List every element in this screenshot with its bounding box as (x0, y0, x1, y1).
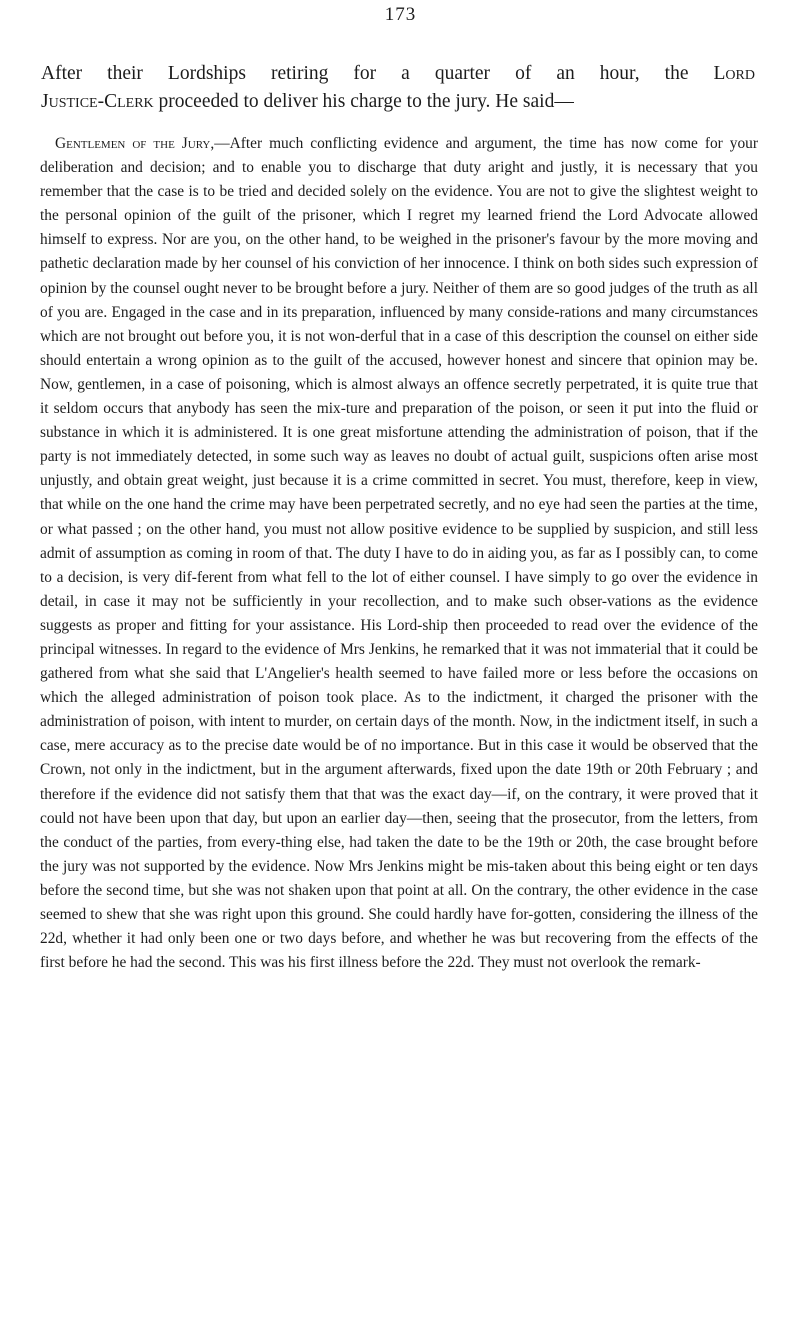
lord-word: Lord (713, 63, 755, 84)
charge-paragraph (40, 132, 758, 975)
charge-salutation: Gentlemen of the Jury, (55, 135, 215, 152)
page-number: 173 (384, 4, 417, 25)
justice-clerk-title: Justice-Clerk (41, 91, 154, 112)
intro-text-2: proceeded to deliver his charge to the jury. He said— (153, 91, 574, 112)
charge-text: —After much conflicting evidence and argument, the time has now come for your deliberation and decision; and to enable you to discharge that duty aright and justly, it is necessary that you remember that the case is to be tried and decided solely on the evidence. You are not to give the slightest weight to the personal opinion of the guilt of the prisoner, which I regret my learned friend the Lord Advocate allowed himself to express. Nor are you, on the other hand, to be weighed in the prisoner's favour by the more moving and pathetic declaration made by her counsel of his conviction of her innocence. I think on both sides such expression of opinion by the counsel ought never to be brought before a jury. Neither of them are so good judges of the truth as all of you are. Engaged in the case and in its preparation, influenced by many conside-rations and many circumstances which are not brought out before you, it is not won-derful that in a case of this description the counsel on either side should entertain a wrong opinion as to the guilt of the accused, however honest and sincere that opinion may be. Now, gentlemen, in a case of poisoning, which is almost always an offence secretly perpetrated, it is quite true that it seldom occurs that anybody has seen the mix-ture and preparation of the poison, or seen it put into the fluid or substance in which it is administered. It is one great misfortune attending the administration of poison, that if the party is not immediately detected, in some such way as leaves no doubt of actual guilt, suspicions often arise most unjustly, and obtain great weight, just because it is a crime committed in secret. You must, therefore, keep in view, that while on the one hand the crime may have been perpetrated secretly, and no eye had seen the parties at the time, or what passed ; on the other hand, you must not allow positive evidence to be supplied by suspicion, and still less admit of assumption as coming in room of that. The duty I have to do in aiding you, as far as I possibly can, to come to a decision, is very dif-ferent from what fell to the lot of either counsel. I have simply to go over the evidence in detail, in case it may not be sufficiently in your recollection, and to make such obser-vations as the evidence suggests as proper and fitting for your assistance. His Lord-ship then proceeded to read over the evidence of the principal witnesses. In regard to the evidence of Mrs Jenkins, he remarked that it was not immaterial that it could be gathered from what she said that L'Angelier's health seemed to have failed more or less before the occasions on which the alleged administration of poison took place. As to the indictment, it charged the prisoner with the administration of poison, with intent to murder, on certain days of the month. Now, in the indictment itself, in such a case, mere accuracy as to the precise date would be of no importance. But in this case it would be observed that the Crown, not only in the indictment, but in the argument afterwards, fixed upon the date 19th or 20th February ; and therefore if the evidence did not satisfy them that that was the exact day—if, on the contrary, it were proved that it could not have been upon that day, but upon an earlier day—then, seeing that the prosecutor, from the letters, from the conduct of the parties, from every-thing else, had taken the date to be the 19th or 20th, the case brought before the jury was not supported by the evidence. Now Mrs Jenkins might be mis-taken about this being eight or ten days before the second time, but she was not shaken upon that point at all. On the contrary, the other evidence in the case seemed to shew that she was right upon this ground. She could hardly have for-gotten, considering the illness of the 22d, whether it had only been one or two days before, and whether he was but recovering from the effects of the first before he had the second. This was his first illness before the 22d. They must not overlook the remark- (40, 135, 758, 972)
intro-paragraph (41, 60, 755, 116)
intro-line-2 (41, 88, 755, 116)
intro-line-1 (41, 60, 755, 88)
intro-text-1: After their Lordships retiring for a quarter of an hour, the (41, 63, 689, 84)
